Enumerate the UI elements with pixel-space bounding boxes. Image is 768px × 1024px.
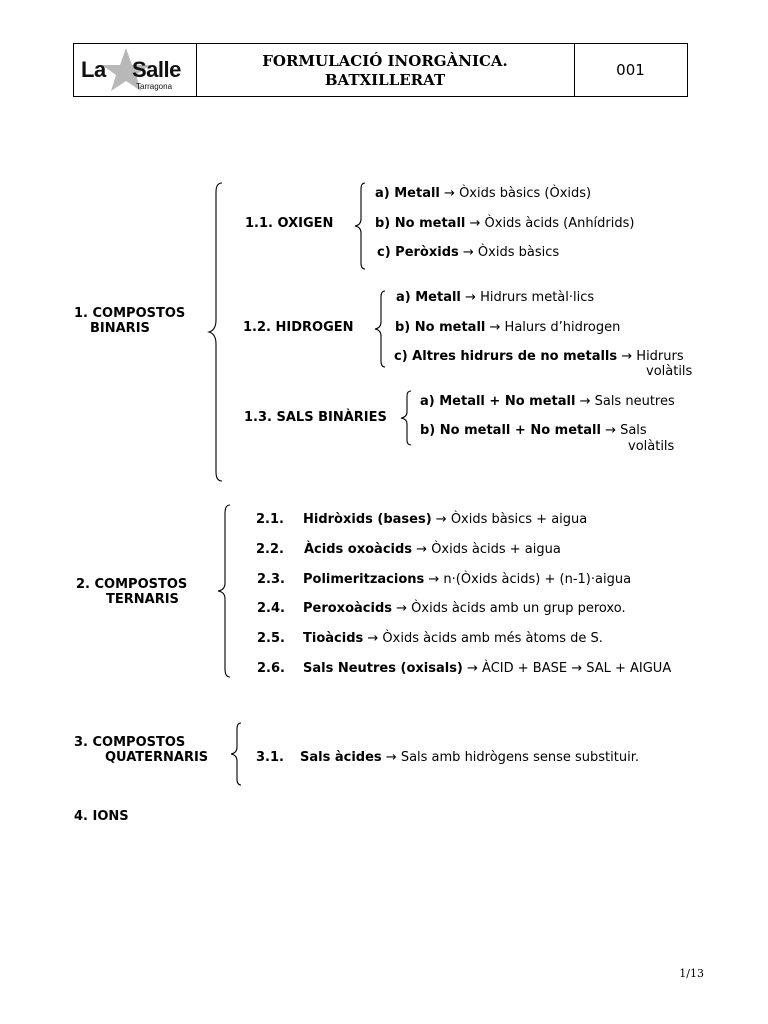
sals-binaries-brace	[398, 390, 414, 446]
hidrogen-item-b: b) No metall → Halurs d’hidrogen	[395, 320, 621, 335]
section3-subtitle: QUATERNARIS	[105, 750, 209, 765]
section2-title: 2. COMPOSTOS	[76, 577, 188, 592]
section2-subtitle: TERNARIS	[106, 592, 179, 607]
sals-binaries-item-b: b) No metall + No metall → Sals	[420, 423, 647, 438]
quaternary-item-1-text: Sals àcides → Sals amb hidrògens sense substituir.	[300, 750, 639, 765]
ternary-item-1: 2.1.	[256, 512, 284, 527]
oxigen-item-b: b) No metall → Òxids àcids (Anhídrids)	[375, 216, 635, 231]
page-number: 1/13	[679, 967, 704, 980]
logo-cell	[74, 44, 197, 96]
oxigen-label: 1.1. OXIGEN	[245, 216, 334, 231]
document-title	[196, 44, 575, 96]
ternary-item-2-text: Àcids oxoàcids → Òxids àcids + aigua	[304, 542, 561, 557]
section2-brace	[214, 504, 234, 678]
title-line-2: BATXILLERAT	[324, 71, 446, 89]
sals-binaries-item-a: a) Metall + No metall → Sals neutres	[420, 394, 675, 409]
section1-brace	[206, 182, 226, 482]
logo-text-la: La	[81, 57, 106, 82]
hidrogen-item-c: c) Altres hidrurs de no metalls → Hidrurs	[394, 349, 684, 364]
section3-brace	[228, 722, 244, 786]
document-code: 001	[616, 61, 645, 79]
ternary-item-3: 2.3.	[257, 572, 285, 587]
section1-subtitle: BINARIS	[90, 321, 150, 336]
hidrogen-label: 1.2. HIDROGEN	[243, 320, 354, 335]
section4-title: 4. IONS	[74, 809, 129, 824]
logo-text-salle: Salle	[132, 57, 181, 82]
ternary-item-5-text: Tioàcids → Òxids àcids amb més àtoms de S.	[303, 631, 603, 646]
oxigen-item-c: c) Peròxids → Òxids bàsics	[377, 245, 560, 260]
ternary-item-1-text: Hidròxids (bases) → Òxids bàsics + aigua	[303, 512, 588, 527]
hidrogen-brace	[372, 290, 388, 368]
logo-subtitle: Tarragona	[136, 82, 173, 91]
ternary-item-4: 2.4.	[257, 601, 285, 616]
quaternary-item-1: 3.1.	[256, 750, 284, 765]
hidrogen-item-c-continued: volàtils	[646, 364, 693, 379]
document-header	[73, 43, 688, 97]
ternary-item-6-text: Sals Neutres (oxisals) → ÀCID + BASE → SAL + AIGUA	[303, 661, 672, 676]
ternary-item-3-text: Polimeritzacions → n·(Òxids àcids) + (n-1)·aigua	[303, 572, 632, 587]
sals-binaries-item-b-continued: volàtils	[628, 439, 675, 454]
section3-title: 3. COMPOSTOS	[74, 735, 186, 750]
hidrogen-item-a: a) Metall → Hidrurs metàl·lics	[396, 290, 595, 305]
ternary-item-5: 2.5.	[257, 631, 285, 646]
ternary-item-4-text: Peroxoàcids → Òxids àcids amb un grup peroxo.	[303, 601, 626, 616]
section1-title: 1. COMPOSTOS	[74, 306, 186, 321]
sals-binaries-label: 1.3. SALS BINÀRIES	[244, 410, 387, 425]
ternary-item-2: 2.2.	[256, 542, 284, 557]
oxigen-item-a: a) Metall → Òxids bàsics (Òxids)	[375, 186, 592, 201]
ternary-item-6: 2.6.	[257, 661, 285, 676]
title-line-1: FORMULACIÓ INORGÀNICA.	[262, 52, 508, 70]
oxigen-brace	[352, 182, 368, 270]
